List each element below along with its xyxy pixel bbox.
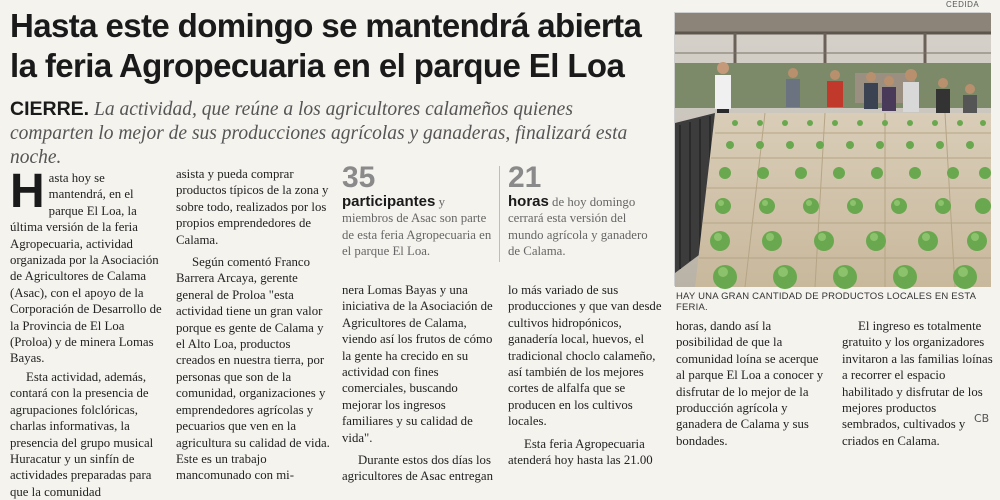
stat-hours <box>508 162 658 260</box>
stat-label: horas <box>508 193 549 210</box>
stat-number: 35 <box>342 161 376 194</box>
body-paragraph: asista y pueda comprar productos típicos de la zona y sobre todo, realizados por los propios emprendedores de Calama. <box>176 167 329 247</box>
body-column-2 <box>176 166 330 484</box>
body-paragraph: nera Lomas Bayas y una iniciativa de la Asociación de Agricultores de Calama, viendo así los frutos de cómo la gente ha crecido en su actividad con fines comerciales, buscando mejorar los ingresos familiares y su calidad de vida". <box>342 283 493 445</box>
greenhouse-illustration <box>675 13 991 287</box>
stat-text: y miembros de Asac son parte de esta feria Agropecuaria en el parque El Loa. <box>342 195 492 259</box>
body-paragraph: lo más variado de sus producciones y que van desde cultivos hidropónicos, ganadería local, huevos, el tradicional choclo calameño, así también de los mejores cortes de alfalfa que se producen en los cultivos locales. <box>508 283 662 429</box>
lead-kicker: CIERRE. <box>10 98 90 120</box>
body-paragraph: horas, dando así la posibilidad de que la comunidad loína se acerque al parque El Loa a conocer y disfrutar de lo mejor de la producción agrícola y ganadera de Calama y sus bondades. <box>676 319 824 448</box>
body-column-3 <box>342 282 497 485</box>
body-paragraph: asta hoy se mantendrá, en el parque El Loa, la última versión de la feria Agropecuaria, actividad organizada por la Asociación de Agricultores de Calama (Asac), con el apoyo de la Corporación de Desarrollo de la Provincia de El Loa (Proloa) y de minera Lomas Bayas. <box>10 171 162 366</box>
stat-participants <box>342 162 492 260</box>
end-mark: CB <box>974 412 990 425</box>
lead-paragraph <box>10 97 660 170</box>
lead-text: La actividad, que reúne a los agricultores calameños quienes comparten lo mejor de sus producciones agrícolas y ganaderas, finalizará esta noche. <box>10 99 628 168</box>
body-paragraph: El ingreso es totalmente gratuito y los organizadores invitaron a las familias loínas a recorrer el espacio habilitado y disfrutar de los mejores productos sembrados, cultivados y criados en Calama. <box>842 319 993 448</box>
body-paragraph: Esta actividad, además, contará con la presencia de agrupaciones folclóricas, charlas informativas, la presencia del grupo musical Huracatur y un sinfín de actividades preparadas para que la comunidad <box>10 369 154 499</box>
body-column-4 <box>508 282 663 468</box>
stat-label: participantes <box>342 193 436 210</box>
stat-text: de hoy domingo cerrará esta versión del mundo agrícola y ganadero de Calama. <box>508 195 648 259</box>
body-column-6 <box>842 318 994 449</box>
photo-credit: CEDIDA <box>946 0 980 9</box>
body-column-1 <box>10 165 162 500</box>
body-paragraph: Según comentó Franco Barrera Arcaya, gerente general de Proloa "esta actividad tiene un gran valor porque es gente de Calama y el Alto Loa, productos creados en nuestra tierra, por personas que son de la comunidad, organizaciones y emprendedores agrícolas y pecuarios que ven en la agricultura su calidad de vida. Este es un trabajo mancomunado con mi- <box>176 255 330 483</box>
body-paragraph: Esta feria Agropecuaria atenderá hoy hasta las 21.00 <box>508 436 653 468</box>
drop-cap: H <box>10 165 45 218</box>
column-divider <box>499 166 500 262</box>
body-paragraph: Durante estos dos días los agricultores de Asac entregan <box>342 453 494 484</box>
headline: Hasta este domingo se mantendrá abierta la feria Agropecuaria en el parque El Loa <box>10 7 642 84</box>
body-column-5 <box>676 318 829 449</box>
stat-number: 21 <box>508 161 542 194</box>
photo-greenhouse <box>674 12 990 286</box>
photo-caption: HAY UNA GRAN CANTIDAD DE PRODUCTOS LOCALES EN ESTA FERIA. <box>676 291 976 313</box>
